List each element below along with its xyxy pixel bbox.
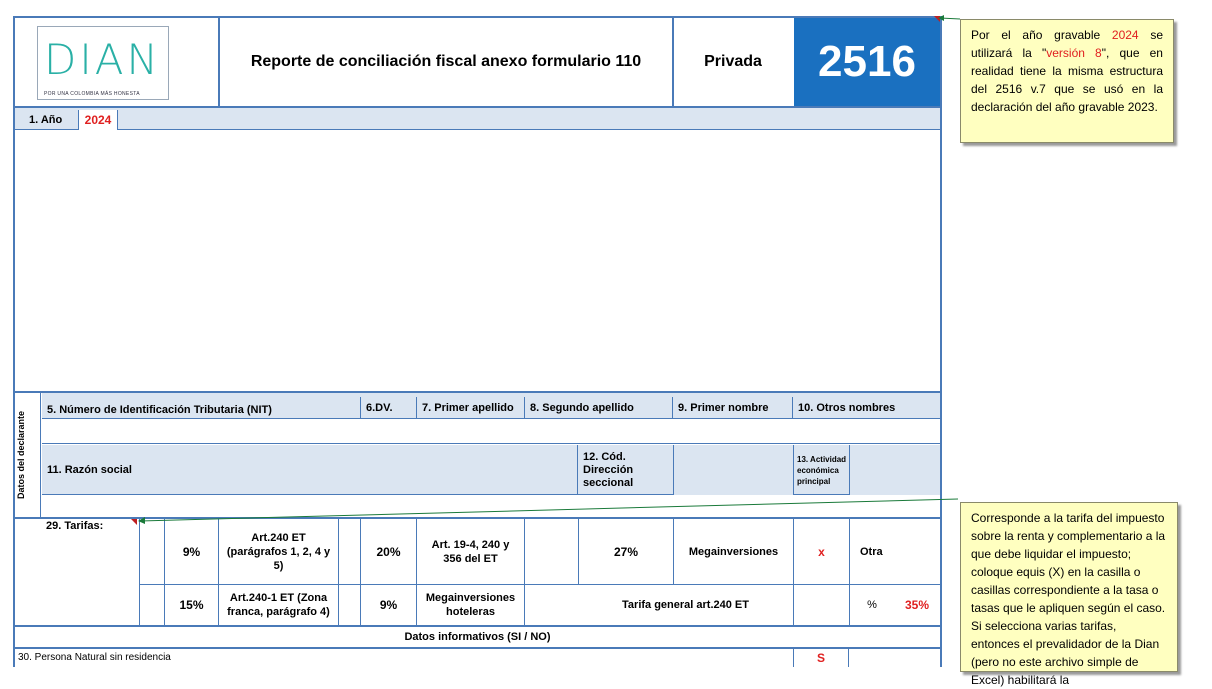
activity-value[interactable]	[849, 445, 940, 495]
declarant-section-label: Datos del declarante	[15, 410, 26, 500]
year-row	[15, 108, 940, 130]
dian-logo	[37, 26, 169, 100]
nit-label: 5. Número de Identificación Tributaria (NIT)	[47, 404, 272, 416]
item30-label: 30. Persona Natural sin residencia	[18, 652, 171, 663]
rate-9b-checkbox[interactable]	[338, 585, 360, 625]
rate-15-checkbox[interactable]	[139, 585, 164, 625]
article-240-1: Art.240-1 ET (Zona franca, parágrafo 4)	[218, 585, 338, 625]
note2-text: Corresponde a la tarifa del impuesto sobre la renta y complementario a la que debe liquidar el impuesto; coloque equis (X) en la casilla o casillas correspondiente a la tasa o tasas que le apliquen según el caso. Si selecciona varias tarifas, entonces el prevalidador de la Dian (pero no este archivo simple de Excel) habilitará la	[971, 511, 1166, 687]
second-surname-label: 8. Segundo apellido	[524, 397, 672, 419]
other-rate-checkbox[interactable]	[793, 585, 849, 625]
privacy-label: Privada	[704, 53, 762, 70]
logo-tagline: POR UNA COLOMBIA MÁS HONESTA	[44, 91, 140, 97]
dv-label: 6.DV.	[360, 397, 416, 419]
note-rates	[960, 502, 1178, 687]
other-names-label: 10. Otros nombres	[792, 397, 940, 419]
form-number: 2516	[794, 18, 940, 106]
logo-cell	[15, 18, 218, 106]
form-title: Reporte de conciliación fiscal anexo formulario 110	[250, 53, 642, 70]
rate-20-checkbox[interactable]	[338, 519, 360, 584]
logo-text: DIAN	[44, 35, 161, 84]
note1-text-1: Por el año gravable	[971, 28, 1112, 42]
article-19-4: Art. 19-4, 240 y 356 del ET	[416, 519, 524, 584]
rate-15: 15%	[164, 585, 218, 625]
rate-27-checkbox[interactable]	[524, 519, 578, 584]
declarant-input-row[interactable]	[42, 419, 940, 444]
megainversiones-mark[interactable]: x	[793, 519, 849, 584]
year-value[interactable]: 2024	[78, 110, 118, 130]
article-240-paragraphs: Art.240 ET (parágrafos 1, 2, 4 y 5)	[218, 519, 338, 584]
other-rate-label: Otra	[849, 519, 940, 584]
item30-value[interactable]: S	[793, 649, 849, 667]
other-rate-value[interactable]: 35%	[904, 598, 930, 612]
note1-connector	[938, 14, 962, 24]
first-name-label: 9. Primer nombre	[672, 397, 792, 419]
note1-version: versión 8	[1046, 46, 1102, 60]
declarant-side	[15, 393, 41, 517]
rates-label: 29. Tarifas:	[46, 520, 104, 532]
note2-connector	[136, 496, 962, 526]
rate-20: 20%	[360, 519, 416, 584]
note1-text-3: ", que en realidad tiene la misma estructura del 2516 v.7 que se usó en la declaración del año gravable 2023.	[971, 46, 1163, 114]
rate-9b: 9%	[360, 585, 416, 625]
office-code-value[interactable]	[673, 445, 793, 495]
general-rate-label: Tarifa general art.240 ET	[622, 599, 749, 611]
note-version	[960, 19, 1174, 143]
business-name-label: 11. Razón social	[47, 464, 132, 476]
year-label: 1. Año	[29, 114, 63, 126]
first-surname-label: 7. Primer apellido	[416, 397, 524, 419]
informative-title: Datos informativos (SI / NO)	[404, 631, 551, 643]
general-rate-checkbox[interactable]	[524, 585, 578, 625]
note1-year: 2024	[1111, 28, 1139, 42]
rate-9: 9%	[164, 519, 218, 584]
empty-area	[15, 131, 940, 391]
megainversiones-hoteleras: Megainversiones hoteleras	[416, 585, 524, 625]
percent-sign: %	[849, 585, 894, 625]
rate-9-checkbox[interactable]	[139, 519, 164, 584]
office-code-label: 12. Cód. Dirección seccional	[577, 445, 673, 495]
megainversiones-label: Megainversiones	[673, 519, 793, 584]
rate-27: 27%	[578, 519, 673, 584]
note1-text-2: se utilizará la "	[971, 28, 1163, 60]
activity-label: 13. Actividad económica principal	[793, 445, 849, 495]
